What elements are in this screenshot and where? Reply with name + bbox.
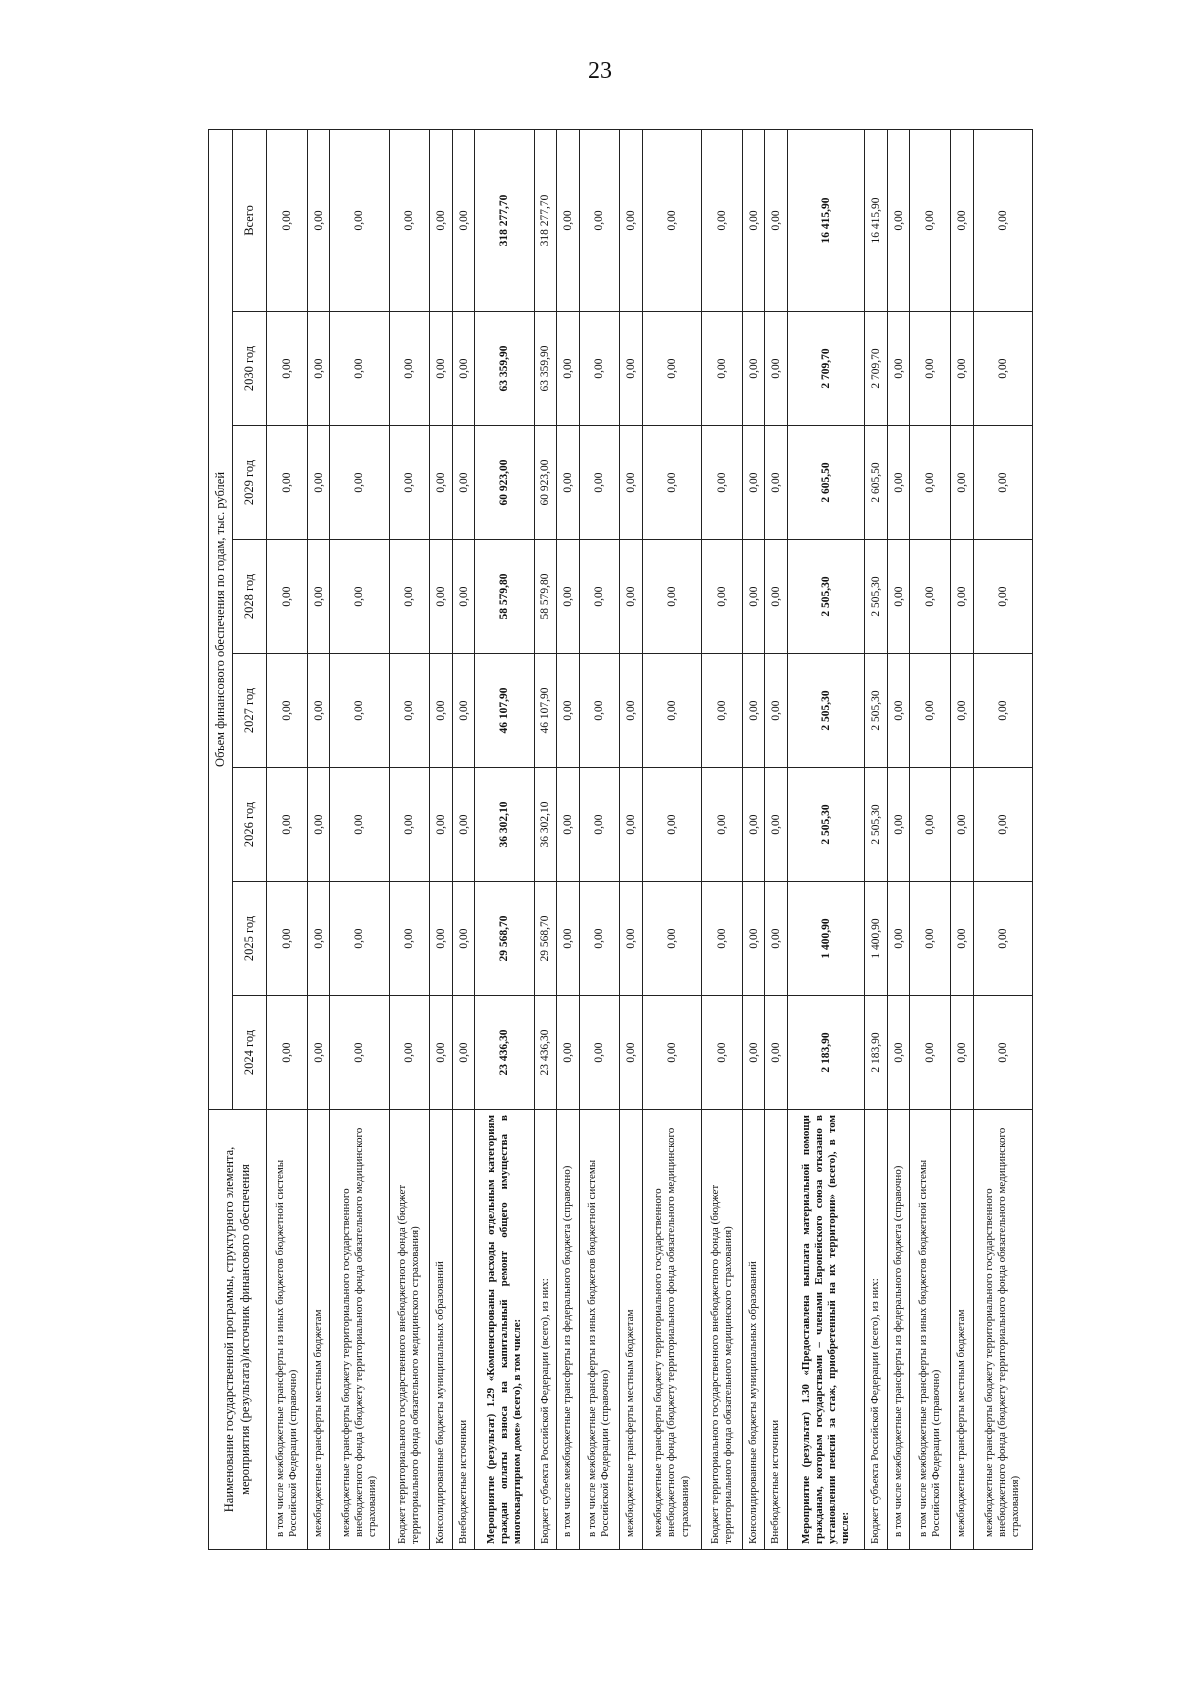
header-year: 2025 год (233, 882, 267, 996)
value-cell: 0,00 (620, 996, 643, 1110)
value-cell: 0,00 (620, 129, 643, 311)
value-cell: 318 277,70 (475, 129, 534, 311)
value-cell: 0,00 (452, 426, 475, 540)
value-cell: 0,00 (452, 882, 475, 996)
header-financing-group: Объем финансового обеспечения по годам, тыс. рублей (209, 129, 233, 1109)
value-cell: 0,00 (951, 768, 974, 882)
value-cell: 63 359,90 (475, 312, 534, 426)
value-cell: 0,00 (951, 654, 974, 768)
value-cell: 2 505,30 (787, 654, 865, 768)
value-cell: 0,00 (742, 654, 765, 768)
value-cell: 0,00 (579, 654, 620, 768)
value-cell: 0,00 (910, 996, 951, 1110)
table-row (910, 129, 951, 1549)
value-cell: 0,00 (642, 426, 701, 540)
table-row (642, 129, 701, 1549)
value-cell: 2 183,90 (865, 996, 888, 1110)
value-cell: 0,00 (267, 129, 308, 311)
value-cell: 0,00 (389, 540, 430, 654)
value-cell: 0,00 (642, 540, 701, 654)
value-cell: 1 400,90 (787, 882, 865, 996)
value-cell: 36 302,10 (475, 768, 534, 882)
value-cell: 0,00 (742, 996, 765, 1110)
value-cell: 0,00 (765, 540, 788, 654)
value-cell: 0,00 (951, 312, 974, 426)
value-cell: 0,00 (579, 996, 620, 1110)
value-cell: 0,00 (389, 882, 430, 996)
value-cell: 0,00 (330, 540, 389, 654)
table-row (557, 129, 580, 1549)
header-name-column: Наименование государственной программы, структурного элемента, мероприятия (результата)/источник финансового обеспечения (209, 1110, 267, 1550)
value-cell: 0,00 (951, 996, 974, 1110)
row-name-cell: Бюджет субъекта Российской Федерации (всего), из них: (865, 1110, 888, 1550)
value-cell: 2 709,70 (787, 312, 865, 426)
value-cell: 0,00 (620, 768, 643, 882)
value-cell: 0,00 (267, 996, 308, 1110)
value-cell: 0,00 (765, 654, 788, 768)
value-cell: 0,00 (307, 426, 330, 540)
header-year: 2029 год (233, 426, 267, 540)
table-row (620, 129, 643, 1549)
header-year: 2024 год (233, 996, 267, 1110)
header-year: 2028 год (233, 540, 267, 654)
value-cell: 0,00 (765, 996, 788, 1110)
value-cell: 0,00 (887, 129, 910, 311)
value-cell: 0,00 (307, 312, 330, 426)
value-cell: 0,00 (330, 129, 389, 311)
value-cell: 0,00 (702, 312, 743, 426)
value-cell: 0,00 (702, 540, 743, 654)
value-cell: 0,00 (951, 540, 974, 654)
value-cell: 0,00 (389, 129, 430, 311)
value-cell: 0,00 (973, 768, 1032, 882)
value-cell: 0,00 (910, 312, 951, 426)
row-name-cell: Бюджет территориального государственного внебюджетного фонда (бюджет территориального фонда обязательного медицинского страхования) (389, 1110, 430, 1550)
value-cell: 0,00 (557, 882, 580, 996)
row-name-cell: Бюджет территориального государственного внебюджетного фонда (бюджет территориального фонда обязательного медицинского страхования) (702, 1110, 743, 1550)
value-cell: 0,00 (430, 129, 453, 311)
header-year: 2027 год (233, 654, 267, 768)
value-cell: 2 505,30 (865, 540, 888, 654)
header-year: Всего (233, 129, 267, 311)
value-cell: 0,00 (557, 768, 580, 882)
value-cell: 0,00 (742, 540, 765, 654)
value-cell: 0,00 (887, 882, 910, 996)
value-cell: 0,00 (579, 312, 620, 426)
row-name-cell: Консолидированные бюджеты муниципальных образований (742, 1110, 765, 1550)
value-cell: 0,00 (765, 882, 788, 996)
table-row (742, 129, 765, 1549)
value-cell: 2 183,90 (787, 996, 865, 1110)
value-cell: 2 505,30 (787, 768, 865, 882)
value-cell: 0,00 (579, 540, 620, 654)
value-cell: 58 579,80 (475, 540, 534, 654)
value-cell: 0,00 (742, 129, 765, 311)
value-cell: 0,00 (702, 768, 743, 882)
row-name-cell: в том числе межбюджетные трансферты из федерального бюджета (справочно) (887, 1110, 910, 1550)
row-name-cell: межбюджетные трансферты бюджету территориального государственного внебюджетного фонда (бюджету территориального фонда обязательного медицинского страхования) (330, 1110, 389, 1550)
value-cell: 16 415,90 (865, 129, 888, 311)
value-cell: 0,00 (702, 129, 743, 311)
row-name-cell: межбюджетные трансферты бюджету территориального государственного внебюджетного фонда (бюджету территориального фонда обязательного медицинского страхования) (642, 1110, 701, 1550)
row-name-cell: межбюджетные трансферты местным бюджетам (620, 1110, 643, 1550)
table-row (865, 129, 888, 1549)
value-cell: 0,00 (330, 312, 389, 426)
row-name-cell: в том числе межбюджетные трансферты из иных бюджетов бюджетной системы Российской Федерации (справочно) (910, 1110, 951, 1550)
value-cell: 0,00 (557, 654, 580, 768)
value-cell: 0,00 (430, 768, 453, 882)
value-cell: 0,00 (910, 882, 951, 996)
value-cell: 0,00 (973, 129, 1032, 311)
value-cell: 0,00 (765, 312, 788, 426)
value-cell: 0,00 (973, 540, 1032, 654)
row-name-cell: Мероприятие (результат) 1.30 «Предоставлена выплата материальной помощи гражданам, которым государствами – членами Европейского союза отказано в установлении пенсий за стаж, приобретенный на их территории» (всего), в том числе: (787, 1110, 865, 1550)
table-row (430, 129, 453, 1549)
table-row (307, 129, 330, 1549)
value-cell: 0,00 (642, 768, 701, 882)
value-cell: 0,00 (430, 312, 453, 426)
value-cell: 0,00 (765, 768, 788, 882)
value-cell: 0,00 (887, 312, 910, 426)
value-cell: 0,00 (330, 996, 389, 1110)
value-cell: 0,00 (887, 654, 910, 768)
value-cell: 0,00 (452, 540, 475, 654)
value-cell: 0,00 (951, 129, 974, 311)
value-cell: 23 436,30 (475, 996, 534, 1110)
value-cell: 0,00 (579, 882, 620, 996)
table-row (951, 129, 974, 1549)
value-cell: 0,00 (642, 654, 701, 768)
value-cell: 0,00 (452, 996, 475, 1110)
value-cell: 0,00 (910, 129, 951, 311)
value-cell: 63 359,90 (534, 312, 557, 426)
row-name-cell: Внебюджетные источники (765, 1110, 788, 1550)
value-cell: 0,00 (307, 882, 330, 996)
table-row (534, 129, 557, 1549)
value-cell: 0,00 (620, 540, 643, 654)
table-row (579, 129, 620, 1549)
row-name-cell: в том числе межбюджетные трансферты из иных бюджетов бюджетной системы Российской Федерации (справочно) (267, 1110, 308, 1550)
value-cell: 60 923,00 (475, 426, 534, 540)
financing-table (208, 129, 1033, 1550)
value-cell: 2 605,50 (787, 426, 865, 540)
value-cell: 0,00 (765, 426, 788, 540)
value-cell: 0,00 (267, 768, 308, 882)
value-cell: 0,00 (389, 996, 430, 1110)
value-cell: 0,00 (557, 996, 580, 1110)
value-cell: 0,00 (330, 426, 389, 540)
value-cell: 0,00 (452, 768, 475, 882)
table-row (973, 129, 1032, 1549)
value-cell: 36 302,10 (534, 768, 557, 882)
value-cell: 0,00 (702, 426, 743, 540)
table-row (267, 129, 308, 1549)
page-number: 23 (588, 58, 612, 84)
value-cell: 16 415,90 (787, 129, 865, 311)
value-cell: 29 568,70 (475, 882, 534, 996)
value-cell: 29 568,70 (534, 882, 557, 996)
table-row (702, 129, 743, 1549)
row-name-cell: Консолидированные бюджеты муниципальных образований (430, 1110, 453, 1550)
value-cell: 0,00 (307, 654, 330, 768)
value-cell: 0,00 (973, 996, 1032, 1110)
value-cell: 0,00 (887, 426, 910, 540)
row-name-cell: в том числе межбюджетные трансферты из иных бюджетов бюджетной системы Российской Федерации (справочно) (579, 1110, 620, 1550)
value-cell: 0,00 (330, 654, 389, 768)
value-cell: 0,00 (887, 540, 910, 654)
value-cell: 0,00 (430, 996, 453, 1110)
row-name-cell: межбюджетные трансферты местным бюджетам (951, 1110, 974, 1550)
value-cell: 0,00 (557, 129, 580, 311)
row-name-cell: межбюджетные трансферты бюджету территориального государственного внебюджетного фонда (бюджету территориального фонда обязательного медицинского страхования) (973, 1110, 1032, 1550)
value-cell: 2 505,30 (865, 654, 888, 768)
header-year: 2030 год (233, 312, 267, 426)
value-cell: 0,00 (307, 129, 330, 311)
value-cell: 0,00 (887, 996, 910, 1110)
row-name-cell: Внебюджетные источники (452, 1110, 475, 1550)
value-cell: 0,00 (389, 768, 430, 882)
value-cell: 0,00 (910, 540, 951, 654)
value-cell: 0,00 (620, 426, 643, 540)
value-cell: 23 436,30 (534, 996, 557, 1110)
value-cell: 0,00 (742, 312, 765, 426)
value-cell: 0,00 (557, 312, 580, 426)
value-cell: 0,00 (765, 129, 788, 311)
value-cell: 0,00 (910, 768, 951, 882)
value-cell: 0,00 (430, 426, 453, 540)
value-cell: 0,00 (973, 882, 1032, 996)
value-cell: 0,00 (910, 426, 951, 540)
value-cell: 46 107,90 (534, 654, 557, 768)
value-cell: 0,00 (620, 312, 643, 426)
value-cell: 0,00 (887, 768, 910, 882)
table-row (389, 129, 430, 1549)
value-cell: 0,00 (267, 654, 308, 768)
row-name-cell: Бюджет субъекта Российской Федерации (всего), из них: (534, 1110, 557, 1550)
value-cell: 0,00 (742, 882, 765, 996)
value-cell: 0,00 (579, 129, 620, 311)
value-cell: 0,00 (620, 654, 643, 768)
value-cell: 0,00 (267, 540, 308, 654)
value-cell: 0,00 (267, 882, 308, 996)
value-cell: 0,00 (307, 540, 330, 654)
value-cell: 0,00 (973, 654, 1032, 768)
table-body (267, 129, 1033, 1549)
table-row (787, 129, 865, 1549)
value-cell: 0,00 (642, 312, 701, 426)
value-cell: 0,00 (389, 426, 430, 540)
value-cell: 0,00 (973, 312, 1032, 426)
value-cell: 0,00 (307, 768, 330, 882)
value-cell: 0,00 (330, 882, 389, 996)
value-cell: 0,00 (452, 129, 475, 311)
value-cell: 0,00 (702, 996, 743, 1110)
value-cell: 0,00 (307, 996, 330, 1110)
value-cell: 0,00 (557, 426, 580, 540)
value-cell: 2 505,30 (787, 540, 865, 654)
value-cell: 318 277,70 (534, 129, 557, 311)
value-cell: 1 400,90 (865, 882, 888, 996)
value-cell: 2 505,30 (865, 768, 888, 882)
value-cell: 60 923,00 (534, 426, 557, 540)
row-name-cell: в том числе межбюджетные трансферты из федерального бюджета (справочно) (557, 1110, 580, 1550)
value-cell: 0,00 (951, 426, 974, 540)
value-cell: 0,00 (330, 768, 389, 882)
value-cell: 0,00 (579, 426, 620, 540)
value-cell: 0,00 (702, 654, 743, 768)
value-cell: 0,00 (642, 996, 701, 1110)
value-cell: 0,00 (642, 882, 701, 996)
value-cell: 0,00 (742, 768, 765, 882)
value-cell: 0,00 (742, 426, 765, 540)
table-row (765, 129, 788, 1549)
value-cell: 0,00 (267, 312, 308, 426)
table-row (887, 129, 910, 1549)
value-cell: 0,00 (452, 654, 475, 768)
value-cell: 2 709,70 (865, 312, 888, 426)
value-cell: 0,00 (389, 654, 430, 768)
value-cell: 2 605,50 (865, 426, 888, 540)
value-cell: 0,00 (430, 882, 453, 996)
value-cell: 0,00 (389, 312, 430, 426)
value-cell: 58 579,80 (534, 540, 557, 654)
value-cell: 0,00 (452, 312, 475, 426)
header-year: 2026 год (233, 768, 267, 882)
rotated-table-container (208, 130, 1033, 1550)
row-name-cell: межбюджетные трансферты местным бюджетам (307, 1110, 330, 1550)
value-cell: 0,00 (910, 654, 951, 768)
value-cell: 0,00 (642, 129, 701, 311)
value-cell: 0,00 (702, 882, 743, 996)
table-row (452, 129, 475, 1549)
value-cell: 0,00 (430, 654, 453, 768)
value-cell: 0,00 (620, 882, 643, 996)
value-cell: 46 107,90 (475, 654, 534, 768)
value-cell: 0,00 (951, 882, 974, 996)
table-row (475, 129, 534, 1549)
row-name-cell: Мероприятие (результат) 1.29 «Компенсированы расходы отдельным категориям граждан оплаты взноса на капитальный ремонт общего имущества в многоквартирном доме» (всего), в том числе: (475, 1110, 534, 1550)
value-cell: 0,00 (430, 540, 453, 654)
value-cell: 0,00 (267, 426, 308, 540)
value-cell: 0,00 (579, 768, 620, 882)
table-row (330, 129, 389, 1549)
value-cell: 0,00 (973, 426, 1032, 540)
value-cell: 0,00 (557, 540, 580, 654)
